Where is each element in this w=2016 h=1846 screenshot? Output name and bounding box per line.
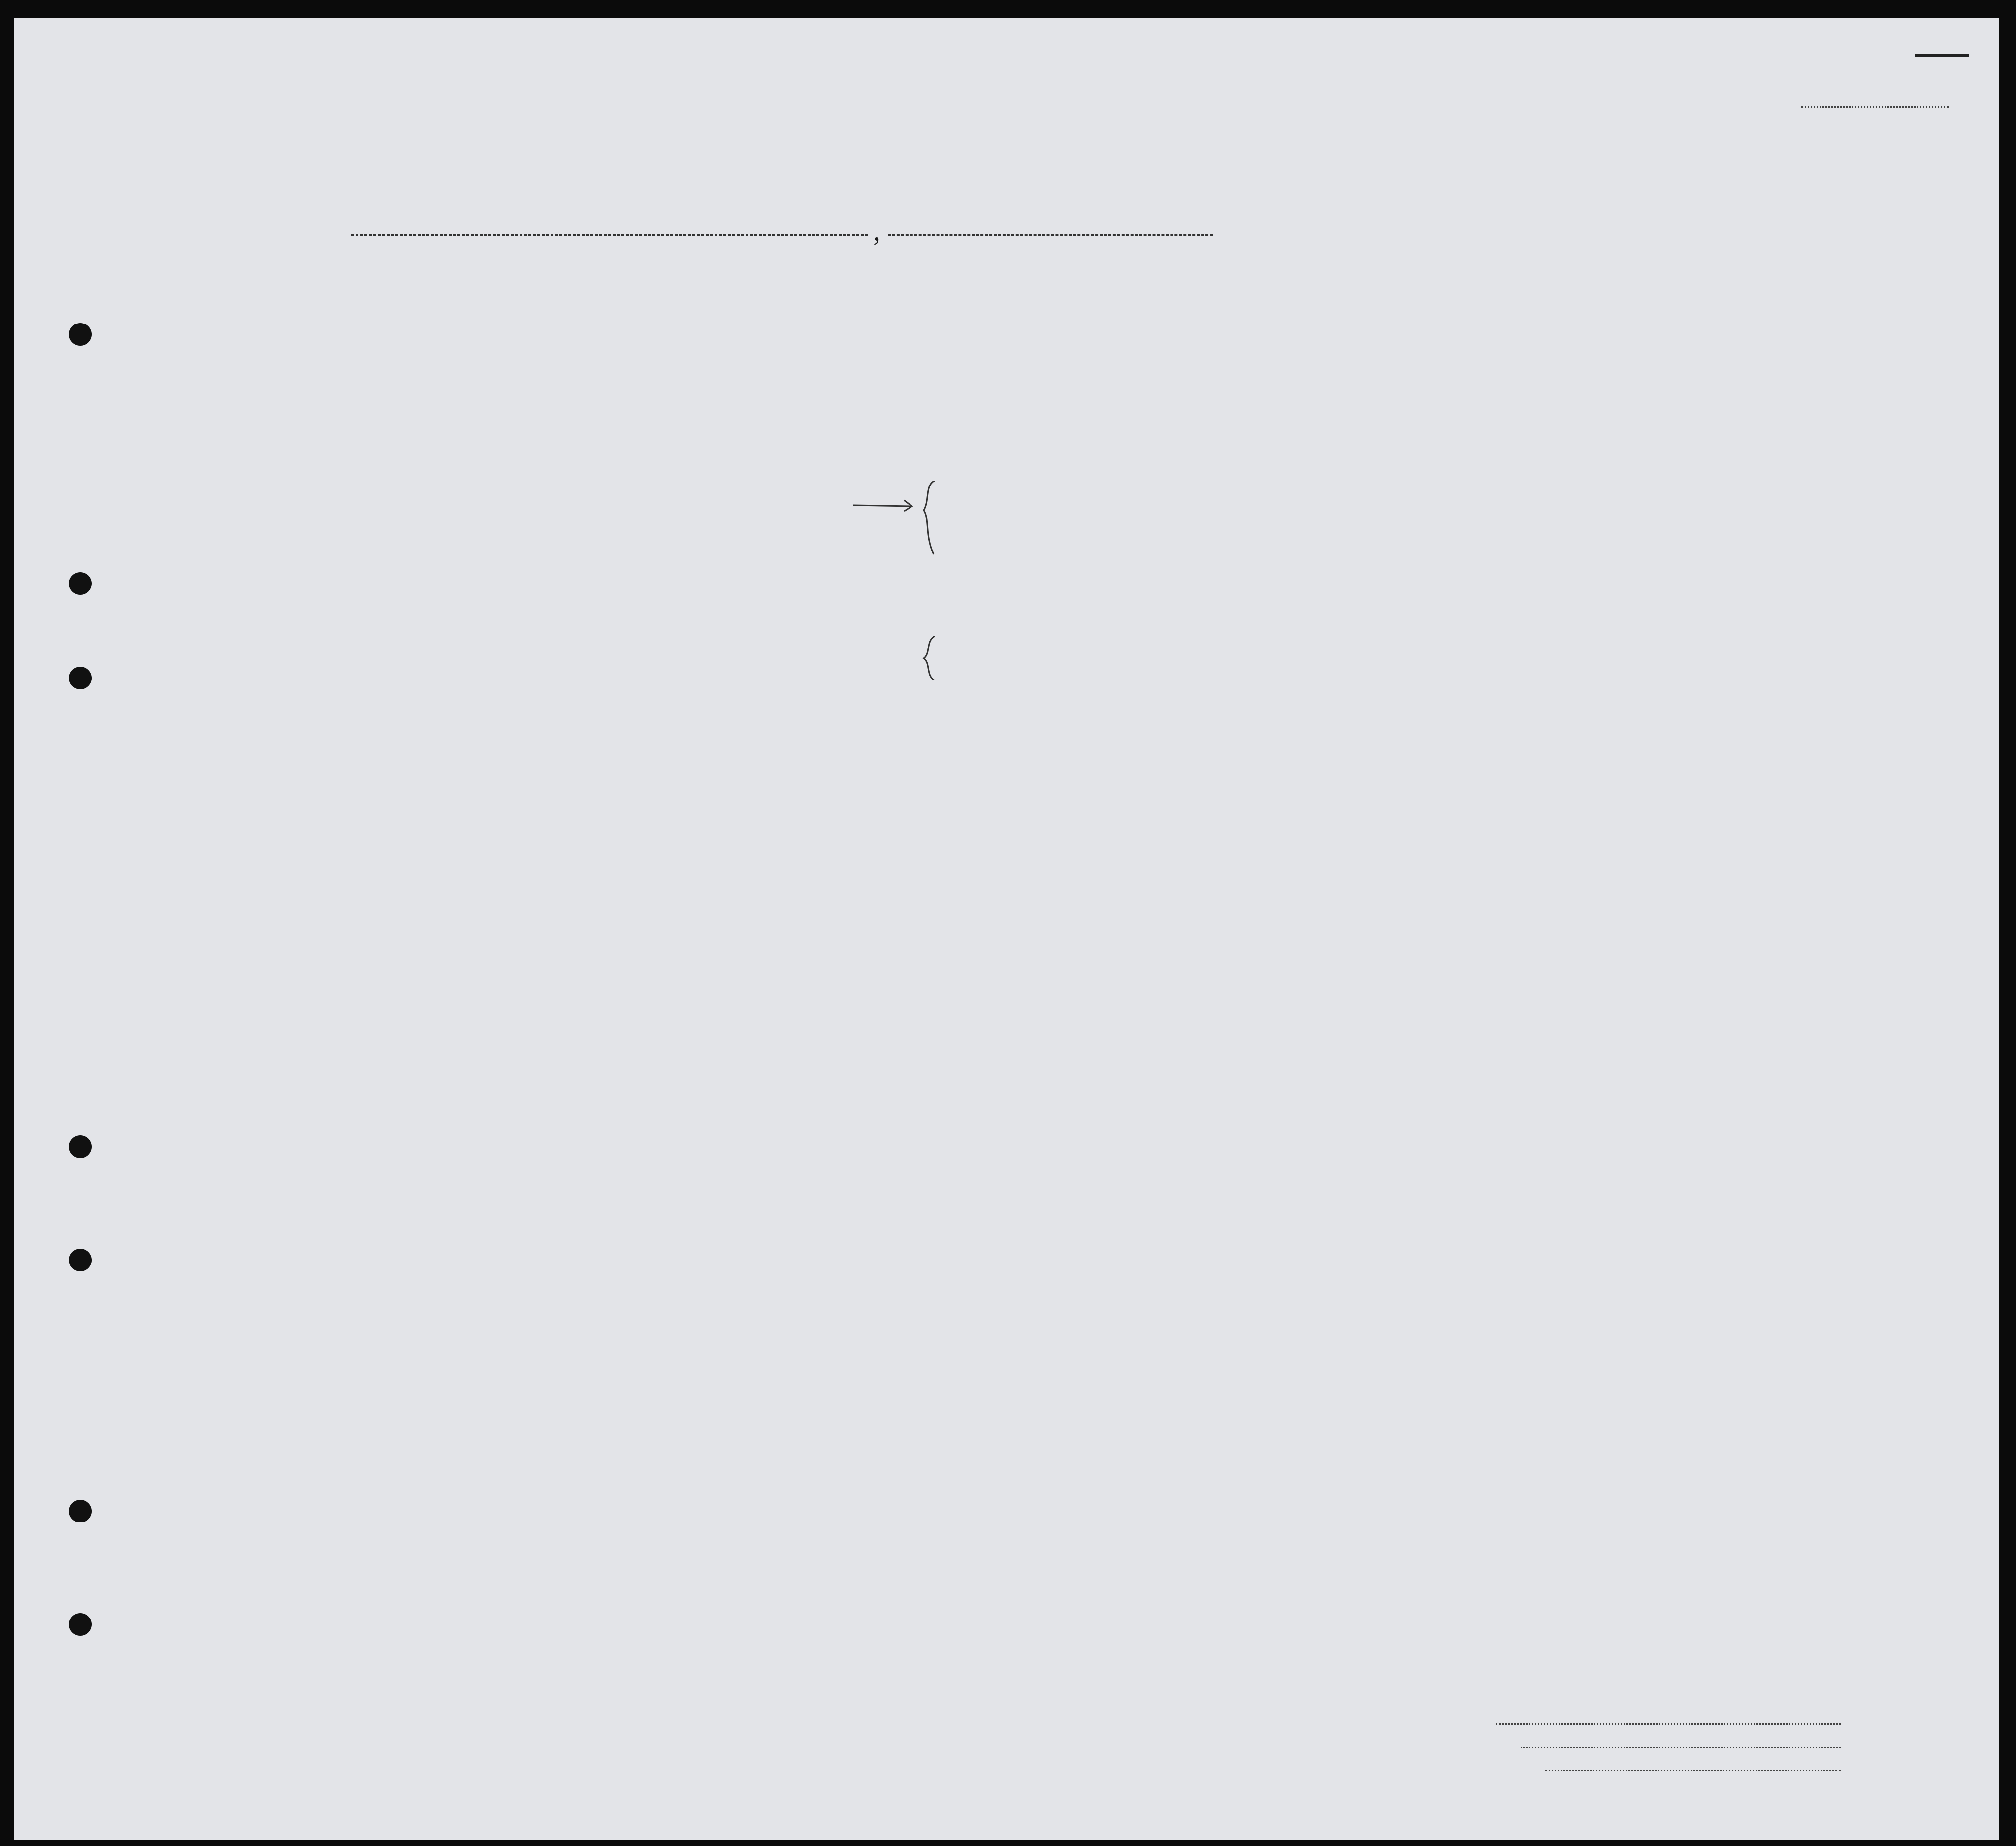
owners-underline (1521, 1747, 1841, 1748)
col28-header (1393, 326, 1442, 459)
line-underline (1496, 1723, 1841, 1725)
col34-feet (1664, 421, 1676, 451)
binder-hole (69, 1500, 92, 1522)
form-grid (14, 18, 1999, 1840)
binder-hole (69, 1249, 92, 1271)
date-underline (888, 234, 1213, 236)
col30-header (1486, 326, 1509, 459)
brace-row5 (920, 636, 940, 680)
col24-a (1184, 357, 1214, 461)
col24-c (1263, 357, 1287, 461)
manifest-sheet: , (14, 18, 1999, 1840)
binder-hole (69, 1613, 92, 1636)
hand-arrow-brace (851, 481, 949, 559)
col19-header (587, 326, 610, 454)
binder-hole (69, 1135, 92, 1158)
agents-underline (1545, 1770, 1841, 1771)
col29-header (1448, 326, 1482, 459)
binder-hole (69, 323, 92, 346)
binder-hole (69, 572, 92, 595)
col21-header (715, 326, 738, 454)
binder-hole (69, 667, 92, 689)
col26-header (1347, 326, 1362, 459)
port-underline (351, 234, 868, 236)
col25-header (1296, 326, 1330, 459)
list-underline (1801, 106, 1949, 108)
col27-header (1374, 326, 1389, 459)
col24-b (1227, 357, 1247, 461)
col34-inches (1688, 412, 1700, 451)
col31-header (1513, 326, 1537, 459)
